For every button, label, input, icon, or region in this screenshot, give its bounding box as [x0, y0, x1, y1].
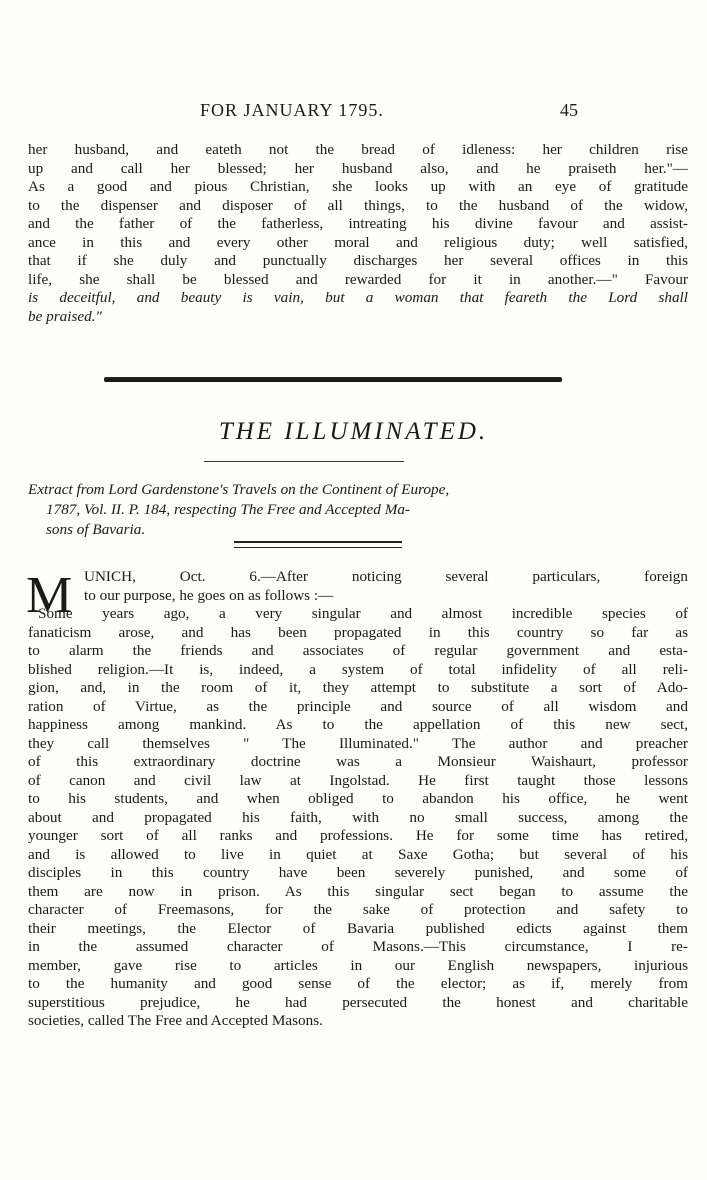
text-line: that if she duly and punctually discharges her several offices in this: [28, 252, 688, 269]
text-line: up and call her blessed; her husband also, and he praiseth her."—: [28, 159, 688, 177]
text-line: life, she shall be blessed and rewarded for it in another.—" Favour: [28, 270, 688, 288]
text-line: As a good and pious Christian, she looks up with an eye of gratitude: [28, 178, 688, 195]
text-line: gion, and, in the room of it, they attempt to substitute a sort of Ado-: [28, 679, 688, 696]
text-line: of this extraordinary doctrine was a Monsieur Waishaurt, professor: [28, 753, 688, 770]
text-line: to the humanity and good sense of the elector; as if, merely from: [28, 975, 688, 992]
extract-line: 1787, Vol. II. P. 184, respecting The Free and Accepted Ma-: [46, 501, 410, 518]
extract-line: sons of Bavaria.: [46, 521, 146, 538]
text-line: ration of Virtue, as the principle and source of all wisdom and: [28, 697, 688, 715]
text-line: and is allowed to live in quiet at Saxe Gotha; but several of his: [28, 845, 688, 863]
opening-paragraph: [28, 141, 688, 326]
text-line: happiness among mankind. As to the appellation of this new sect,: [28, 716, 688, 733]
text-line: member, gave rise to articles in our English newspapers, injurious: [28, 956, 688, 974]
text-line: her husband, and eateth not the bread of idleness: her children rise: [28, 141, 688, 158]
text-line: their meetings, the Elector of Bavaria published edicts against them: [28, 919, 688, 937]
double-rule: [234, 541, 402, 548]
text-line: ance in this and every other moral and religious duty; well satisfied,: [28, 233, 688, 251]
text-line: be praised.": [28, 307, 102, 325]
text-line: is deceitful, and beauty is vain, but a woman that feareth the Lord shall: [28, 289, 688, 306]
text-line: about and propagated his faith, with no small success, among the: [28, 808, 688, 826]
text-line: to our purpose, he goes on as follows :—: [84, 586, 334, 604]
text-line: superstitious prejudice, he had persecuted the honest and charitable: [28, 993, 688, 1011]
text-line: in the assumed character of Masons.—This circumstance, I re-: [28, 938, 688, 955]
extract-note: [28, 480, 688, 540]
text-line: fanaticism arose, and has been propagated in this country so far as: [28, 623, 688, 641]
text-line: Some years ago, a very singular and almost incredible species of: [38, 605, 688, 622]
text-line: UNICH, Oct. 6.—After noticing several particulars, foreign: [84, 568, 688, 585]
text-line: to alarm the friends and associates of regular government and esta-: [28, 642, 688, 659]
extract-line: Extract from Lord Gardenstone's Travels on the Continent of Europe,: [28, 481, 450, 498]
article-body: [28, 568, 688, 1031]
section-divider-rule: [104, 377, 562, 382]
title-underline-rule: [204, 461, 404, 462]
text-line: disciples in this country have been severely punished, and some of: [28, 864, 688, 881]
text-line: to the dispenser and disposer of all things, to the husband of the widow,: [28, 196, 688, 214]
article-title: THE ILLUMINATED.: [218, 418, 489, 445]
text-line: younger sort of all ranks and professions. He for some time has retired,: [28, 827, 688, 844]
text-line: they call themselves " The Illuminated." The author and preacher: [28, 734, 688, 752]
text-line: blished religion.—It is, indeed, a system of total infidelity of all reli-: [28, 660, 688, 678]
text-line: of canon and civil law at Ingolstad. He first taught those lessons: [28, 771, 688, 789]
text-line: to his students, and when obliged to abandon his office, he went: [28, 790, 688, 807]
text-line: character of Freemasons, for the sake of protection and safety to: [28, 901, 688, 918]
page-number: 45: [560, 100, 578, 120]
text-line: and the father of the fatherless, intreating his divine favour and assist-: [28, 215, 688, 232]
text-line: them are now in prison. As this singular sect began to assume the: [28, 882, 688, 900]
text-line: societies, called The Free and Accepted Masons.: [28, 1012, 323, 1029]
running-title: FOR JANUARY 1795.: [200, 100, 384, 120]
drop-cap: M: [26, 567, 73, 624]
